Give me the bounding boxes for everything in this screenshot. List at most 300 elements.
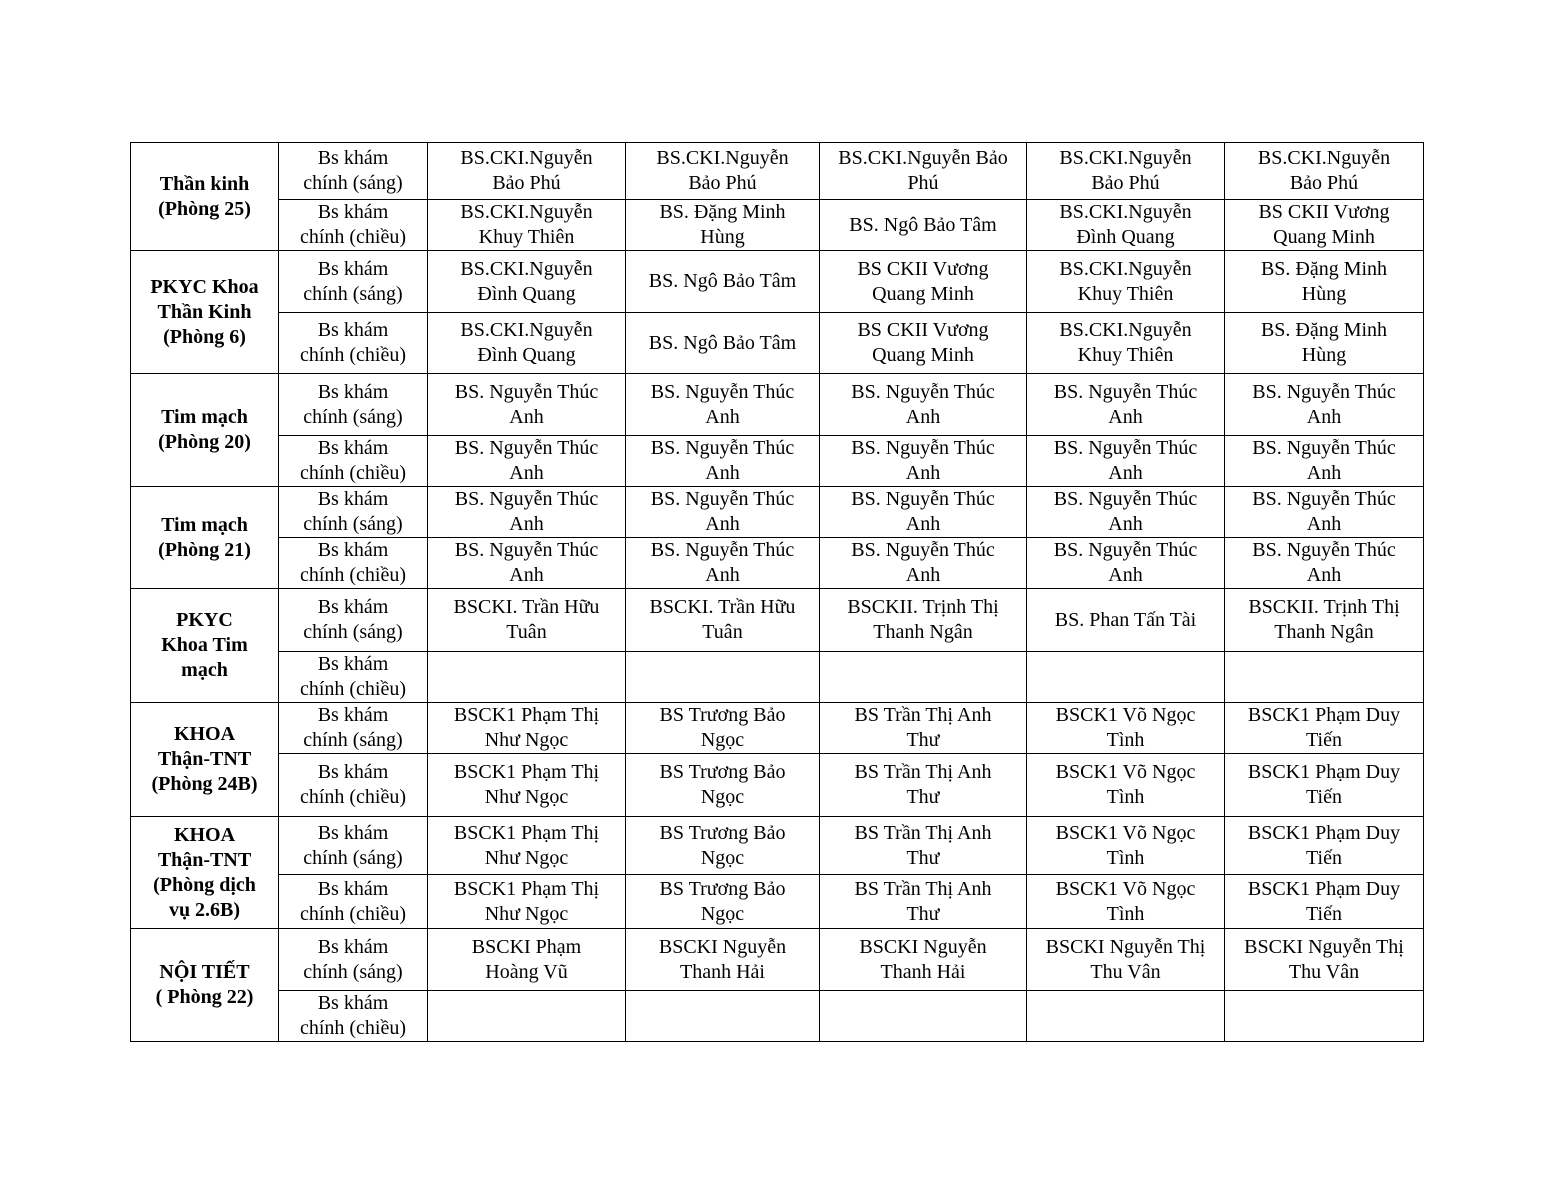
doctor-cell [626,817,820,875]
text-line: Hùng [700,226,745,248]
doctor-cell [1225,200,1424,251]
doctor-cell [428,589,626,652]
text-line: BS.CKI.Nguyễn [460,319,593,341]
schedule-row [131,200,1424,251]
text-line: (Phòng 6) [163,325,246,348]
text-line: BS. Nguyễn Thúc [851,539,995,561]
text-line: chính (sáng) [303,282,403,305]
text-line: BSCKI Nguyễn Thị [1244,935,1404,958]
doctor-cell [626,251,820,313]
text-line: Hoàng Vũ [485,960,568,983]
session-cell [279,143,428,200]
doctor-cell [1027,652,1225,703]
doctor-cell [626,313,820,374]
text-line: chính (chiều) [299,462,407,484]
text-line: Bs khám [317,488,389,510]
doctor-cell [626,991,820,1042]
text-line: chính (chiều) [299,1017,407,1039]
department-cell [131,589,279,703]
doctor-cell [626,929,820,991]
session-cell [279,487,428,538]
text-line: Tình [1106,902,1145,925]
text-line: Tiến [1306,729,1342,751]
doctor-cell [1027,538,1225,589]
text-line: Thanh Ngân [1274,621,1374,643]
schedule-row [131,703,1424,754]
text-line: BS. Nguyễn Thúc [650,380,795,403]
text-line: Tim mạch [161,406,248,428]
doctor-cell [626,754,820,817]
doctor-cell [1027,374,1225,436]
text-line: Thanh Hải [680,960,765,983]
doctor-cell [1225,754,1424,817]
schedule-row [131,817,1424,875]
text-line: Anh [1306,564,1342,586]
text-line: BS. Nguyễn Thúc [851,437,995,459]
text-line: BS. Nguyễn Thúc [454,380,599,403]
text-line: BSCKI Phạm [471,935,582,958]
text-line: BSCKII. Trịnh Thị [847,596,999,618]
text-line: Tiến [1306,902,1342,925]
text-line: BS. Nguyễn Thúc [1053,437,1198,459]
text-line: BS Trương Bảo [659,704,786,726]
text-line: chính (sáng) [303,960,403,983]
text-line: BS.CKI.Nguyễn [460,147,593,169]
text-line: Như Ngọc [484,786,569,808]
department-cell [131,374,279,487]
text-line: BSCK1 Võ Ngọc [1055,761,1196,783]
doctor-cell [1027,703,1225,754]
text-line: BSCKI. Trần Hữu [649,596,796,618]
text-line: Bs khám [317,992,389,1014]
text-line: Bs khám [317,821,389,844]
text-line: BSCKI Nguyễn [658,935,787,958]
text-line: BS Trương Bảo [659,877,786,900]
doctor-cell [428,200,626,251]
text-line: BS. Nguyễn Thúc [454,488,599,510]
text-line: Anh [509,513,544,535]
doctor-cell [626,374,820,436]
doctor-cell [1225,875,1424,929]
session-cell [279,754,428,817]
text-line: Phú [907,172,939,194]
doctor-cell [1225,538,1424,589]
text-line: Tình [1106,846,1145,869]
doctor-cell [1027,875,1225,929]
schedule-row [131,929,1424,991]
text-line: Thư [906,729,940,751]
text-line: BS Trương Bảo [659,761,786,783]
text-line: BS.CKI.Nguyễn [1059,257,1192,280]
doctor-cell [820,538,1027,589]
doctor-cell [1225,589,1424,652]
text-line: BS. Nguyễn Thúc [1252,437,1396,459]
text-line: (Phòng 20) [158,431,251,453]
text-line: BS. Ngô Bảo Tâm [849,213,997,236]
text-line: Ngọc [700,846,745,869]
schedule-row [131,652,1424,703]
text-line: chính (chiều) [299,786,407,808]
text-line: chính (chiều) [299,344,407,366]
text-line: Bs khám [317,437,389,459]
text-line: NỘI TIẾT [159,961,250,983]
text-line: chính (chiều) [299,226,407,248]
text-line: Anh [905,462,941,484]
text-line: Khuy Thiên [1077,282,1174,305]
text-line: BSCK1 Phạm Duy [1247,821,1401,844]
text-line: BS Trần Thị Anh [854,821,992,844]
doctor-cell [428,754,626,817]
doctor-cell [626,652,820,703]
doctor-cell [820,875,1027,929]
text-line: Bs khám [317,596,389,618]
text-line: BSCK1 Phạm Thị [453,821,600,844]
doctor-cell [820,817,1027,875]
text-line: Bs khám [317,201,389,223]
text-line: Anh [509,462,544,484]
text-line: Đình Quang [477,344,576,366]
doctor-cell [820,313,1027,374]
text-line: Anh [905,513,941,535]
text-line: BS.CKI.Nguyễn [1059,319,1192,341]
text-line: chính (sáng) [303,729,403,751]
session-cell [279,313,428,374]
text-line: BS Trần Thị Anh [854,704,992,726]
text-line: chính (chiều) [299,564,407,586]
session-cell [279,652,428,703]
text-line: BS CKII Vương [857,257,989,280]
text-line: Như Ngọc [484,846,569,869]
text-line: BS. Đặng Minh [1260,257,1388,280]
session-cell [279,817,428,875]
doctor-cell [626,538,820,589]
text-line: chính (sáng) [303,621,403,643]
doctor-cell [428,374,626,436]
text-line: Thận-TNT [157,748,252,770]
doctor-cell [820,436,1027,487]
text-line: Thần Kinh [157,300,252,323]
text-line: Đình Quang [1076,226,1175,248]
text-line: BSCK1 Võ Ngọc [1055,704,1196,726]
text-line: Tiến [1306,846,1342,869]
doctor-cell [626,436,820,487]
session-cell [279,589,428,652]
doctor-cell [1225,991,1424,1042]
text-line: Thanh Hải [880,960,966,983]
department-cell [131,817,279,929]
text-line: BS. Nguyễn Thúc [851,380,995,403]
text-line: Thư [906,786,940,808]
doctor-cell [428,436,626,487]
doctor-cell [626,703,820,754]
text-line: BSCK1 Phạm Duy [1247,761,1401,783]
text-line: Ngọc [700,786,745,808]
schedule-row [131,538,1424,589]
text-line: Ngọc [700,902,745,925]
doctor-cell [1027,991,1225,1042]
schedule-row [131,436,1424,487]
text-line: Anh [1306,405,1342,428]
text-line: BS. Nguyễn Thúc [650,488,795,510]
text-line: Anh [905,405,941,428]
text-line: BSCK1 Phạm Duy [1247,877,1401,900]
text-line: Anh [1306,513,1342,535]
doctor-cell [428,538,626,589]
text-line: (Phòng 25) [158,197,251,220]
schedule-row [131,143,1424,200]
schedule-row [131,991,1424,1042]
text-line: Hùng [1301,282,1347,305]
text-line: (Phòng 24B) [151,773,258,795]
doctor-cell [1027,929,1225,991]
text-line: Tuân [702,621,743,643]
text-line: BSCK1 Võ Ngọc [1055,821,1196,844]
text-line: BSCKI. Trần Hữu [453,596,600,618]
doctor-cell [820,754,1027,817]
schedule-row [131,313,1424,374]
text-line: Bs khám [317,380,389,403]
text-line: BSCKI Nguyễn Thị [1045,935,1206,958]
department-cell [131,703,279,817]
text-line: Bảo Phú [1091,172,1160,194]
text-line: BSCKII. Trịnh Thị [1248,596,1400,618]
doctor-cell [820,251,1027,313]
doctor-cell [1027,200,1225,251]
text-line: BS.CKI.Nguyễn [656,147,789,169]
text-line: Bs khám [317,704,389,726]
text-line: Thận-TNT [157,848,252,871]
doctor-cell [1027,313,1225,374]
text-line: mạch [181,659,228,681]
text-line: BS. Nguyễn Thúc [1053,488,1198,510]
doctor-cell [1027,436,1225,487]
doctor-cell [820,589,1027,652]
text-line: BSCK1 Phạm Thị [453,704,600,726]
schedule-body [131,143,1424,1042]
text-line: PKYC Khoa [150,275,259,298]
text-line: ( Phòng 22) [155,986,254,1008]
text-line: Anh [705,462,740,484]
text-line: Anh [1108,513,1143,535]
doctor-cell [428,817,626,875]
text-line: chính (sáng) [303,513,403,535]
text-line: Hùng [1301,344,1347,366]
text-line: Thu Vân [1288,960,1360,983]
text-line: BSCK1 Phạm Thị [453,877,600,900]
text-line: Anh [509,564,544,586]
text-line: Bảo Phú [492,172,561,194]
doctor-cell [626,589,820,652]
doctor-cell [1027,143,1225,200]
doctor-cell [1225,374,1424,436]
doctor-cell [1027,487,1225,538]
text-line: Bs khám [317,539,389,561]
doctor-cell [428,652,626,703]
text-line: Ngọc [700,729,745,751]
doctor-cell [1027,754,1225,817]
text-line: Anh [705,564,740,586]
text-line: BS. Ngô Bảo Tâm [648,331,797,354]
text-line: Bs khám [317,319,389,341]
doctor-cell [626,200,820,251]
doctor-cell [820,143,1027,200]
text-line: Tim mạch [161,513,248,536]
text-line: chính (sáng) [303,172,403,194]
text-line: chính (sáng) [303,846,403,869]
text-line: BS. Nguyễn Thúc [650,437,795,459]
text-line: Quang Minh [872,344,974,366]
session-cell [279,200,428,251]
text-line: BS. Nguyễn Thúc [454,437,599,459]
text-line: BS CKII Vương [1258,201,1390,223]
department-cell [131,143,279,251]
session-cell [279,929,428,991]
text-line: BS.CKI.Nguyễn [1059,201,1192,223]
text-line: Anh [705,405,740,428]
session-cell [279,251,428,313]
session-cell [279,374,428,436]
text-line: Anh [1306,462,1342,484]
session-cell [279,703,428,754]
doctor-cell [1027,589,1225,652]
text-line: Bảo Phú [688,172,757,194]
doctor-cell [820,487,1027,538]
doctor-cell [1225,652,1424,703]
doctor-cell [820,652,1027,703]
text-line: BS. Phan Tấn Tài [1054,608,1197,631]
doctor-cell [820,703,1027,754]
doctor-cell [1225,817,1424,875]
text-line: Anh [1108,405,1143,428]
text-line: Bs khám [317,877,389,900]
text-line: Khoa Tim [161,634,248,656]
doctor-cell [626,143,820,200]
text-line: BSCK1 Võ Ngọc [1055,877,1196,900]
doctor-cell [820,374,1027,436]
doctor-cell [1027,251,1225,313]
doctor-cell [820,929,1027,991]
doctor-cell [820,200,1027,251]
text-line: BS.CKI.Nguyễn [460,257,593,280]
text-line: BS. Nguyễn Thúc [851,488,995,510]
doctor-cell [1225,487,1424,538]
department-cell [131,487,279,589]
text-line: Anh [509,405,544,428]
text-line: BS. Đặng Minh [659,201,786,223]
text-line: vụ 2.6B) [168,898,241,921]
text-line: BS. Nguyễn Thúc [1252,488,1396,510]
text-line: Thư [906,846,940,869]
text-line: KHOA [173,823,236,846]
department-cell [131,251,279,374]
text-line: Thanh Ngân [873,621,973,643]
text-line: (Phòng 21) [158,538,251,561]
text-line: Anh [905,564,941,586]
text-line: BS. Nguyễn Thúc [1053,539,1198,561]
text-line: chính (sáng) [303,405,403,428]
text-line: Tình [1106,729,1145,751]
text-line: Anh [1108,462,1143,484]
text-line: Đình Quang [477,282,576,305]
doctor-cell [1027,817,1225,875]
text-line: KHOA [173,723,236,745]
text-line: Như Ngọc [484,902,569,925]
doctor-cell [1225,436,1424,487]
text-line: chính (chiều) [299,678,407,700]
text-line: Bs khám [317,257,389,280]
text-line: Anh [1108,564,1143,586]
text-line: BS. Nguyễn Thúc [454,539,599,561]
text-line: BSCK1 Phạm Duy [1247,704,1401,726]
text-line: Khuy Thiên [1077,344,1174,366]
text-line: Tuân [506,621,547,643]
text-line: chính (chiều) [299,902,407,925]
schedule-row [131,374,1424,436]
text-line: Thần kinh [159,172,250,195]
doctor-cell [1225,143,1424,200]
text-line: BS. Nguyễn Thúc [1252,380,1396,403]
doctor-cell [1225,703,1424,754]
text-line: BS Trần Thị Anh [854,761,992,783]
text-line: BS. Nguyễn Thúc [1053,380,1198,403]
schedule-row [131,754,1424,817]
text-line: Bs khám [317,147,389,169]
doctor-cell [428,991,626,1042]
doctor-cell [626,487,820,538]
doctor-cell [428,313,626,374]
text-line: BS CKII Vương [857,319,989,341]
text-line: Quang Minh [872,282,974,305]
text-line: BS.CKI.Nguyễn [1059,147,1192,169]
doctor-cell [1225,313,1424,374]
text-line: Bs khám [317,935,389,958]
doctor-cell [1225,929,1424,991]
doctor-cell [428,875,626,929]
doctor-cell [428,487,626,538]
doctor-cell [428,929,626,991]
schedule-row [131,875,1424,929]
doctor-cell [1225,251,1424,313]
doctor-cell [626,875,820,929]
department-cell [131,929,279,1042]
session-cell [279,991,428,1042]
schedule-table [130,142,1424,1042]
text-line: Bảo Phú [1289,172,1359,194]
text-line: (Phòng dịch [153,873,256,896]
text-line: Bs khám [317,653,389,675]
text-line: PKYC [176,609,233,631]
schedule-row [131,487,1424,538]
text-line: BSCKI Nguyễn [859,935,987,958]
text-line: BS. Nguyễn Thúc [650,539,795,561]
text-line: Tình [1106,786,1145,808]
doctor-cell [820,991,1027,1042]
text-line: BS Trương Bảo [659,821,786,844]
session-cell [279,875,428,929]
text-line: Tiến [1306,786,1342,808]
text-line: Như Ngọc [484,729,569,751]
doctor-cell [428,143,626,200]
text-line: BS.CKI.Nguyễn [1257,147,1391,169]
text-line: BS.CKI.Nguyễn Bảo [838,147,1008,169]
text-line: Anh [705,513,740,535]
doctor-cell [428,251,626,313]
text-line: Thu Vân [1090,960,1161,983]
text-line: Thư [906,902,940,925]
text-line: Khuy Thiên [478,226,575,248]
text-line: BS. Nguyễn Thúc [1252,539,1396,561]
text-line: BS.CKI.Nguyễn [460,201,593,223]
